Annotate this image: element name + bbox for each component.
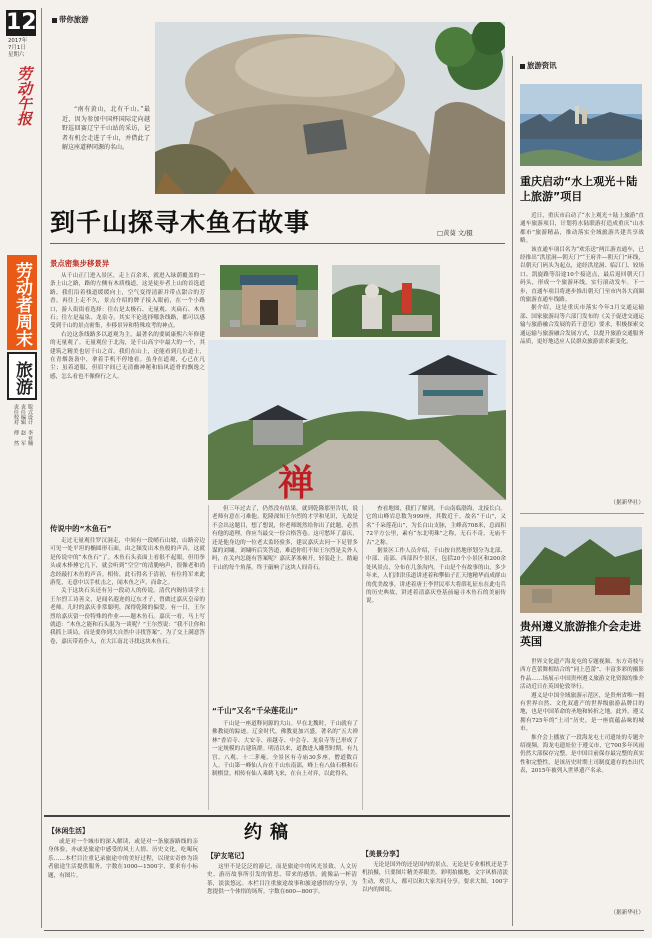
right-col-divider [512,56,513,926]
photo-gate [220,265,318,337]
box-travel-notes: 【驴友笔记】 这里不是泛泛的游记，而是旅途中的风光景致、人文历史、游历故事所引发的情思、带来的感悟。就像品一杯清茶，淡淡悠远。本栏目注重旅途故事和旅途感悟的分享，为您提供一个体悟的场所。字数在600—800字。 [207,852,357,896]
issue-date: 2017年 7月1日 星期六 [8,38,28,59]
article-col2: 但三年过去了，仍然没有结果，就到乾隆那里告状，说老师有意在刁难他。乾隆深知王尔烈的才学和见识，无故是不会出这题目，想了想说，你老师既然给你出了此题，必然有他的道理，你应当最交一份合格答卷。这可愁坏了嘉庆，还是他身边的一位老太监经验多，建议嘉庆去问一下足智多谋的刘墉。刘墉听后笑答道，难道你们不知王尔烈是关外人吗，在关内怎能有答案呢？嘉庆茅塞顿开，轻装赴上，踏遍千山的每个角落，终于敲响了这块人间奇石。 [212,506,358,571]
bottom-rule [44,815,510,817]
article-col3: 查看地图，我们了解到，千山南临渤海，北接长白。它的山峰岩总数为999座，其数近千，故名“千山”，又名“千朵莲花山”，为长白山支脉，主峰高708米，总面积72平方公里，素有“东北明珠”之称，无石不奇，无庙不古”之称。 据景区工作人员介绍，千山按自然地形划分为北部、中部、南部、西部四个景区，包括20个小景区和200余处风景点，分布在几条沟内。千山是个有故事的山，多少年来，人们津津乐道讲述着和攀仙子汇天地精华而成群山的优美故事，讲述着唐王李世民率大将薛礼征东在此屯兵的历史典故，讲述着清嘉庆登基前遍寻木鱼石的美丽传说。 [366,506,506,605]
square-bullet-icon [520,64,525,69]
article-col2-b: 千山是一座道释同源的大山。早在北魏时，千山就有了佛教徒的踪迹。辽金时代，佛教更加兴盛，著名的“五大禅林”香岩寺、大安寺、祖越寺、中会寺、龙泉寺等已形成了一定规模的古建筑群。明清以来，道教进入雕塑时期，有九宫、八观、十二茅庵。全景区有寺庙30多座，僧道数百人。千山第一峰仙人台在千山东南部，峰上有八仙石棋和石制棋盘。相传有仙人乘鹤飞来，在台上对弈，以此得名。 [212,721,358,778]
article-col1: 从千山正门进入景区，走上百余米，就进入绿荫覆盖的一条上山之路，路的左侧有木质栈道，这是徒步者上山的首选道路。我们沿着栈道缓缓向上，空气变得清新并带点甜合的芳香。再往上走不久，景点介绍的牌子接入眼前，在一个小路口，游人街街看选择：往右是太极石、无量观、夹扁石、木鱼石；往左是福泉、龙泉寺。其实不论选择哪条线路，都可以感受到千山的景点密集，步移景异和特殊攻考的神点。 右边这条线路多以道观为主，最著名的要属康熙六年修建的无量观了。无量观位于北沟，是千山高宇中最大的一个，其建筑之精美也居千山之首。我们在山上，还能看到几位道士，在青烟袅袅中，拿着手机不停地看。虽身在道观，心已在凡尘；虽着道服，但眉宇间已无清幽神秘和仙风道骨的飘逸之感，怎么看也不像修行之人。 [50,273,205,380]
section-label-news: 旅游资讯 [520,60,557,71]
right-article-rule [520,513,644,514]
col-divider-1 [208,505,209,810]
paper-logo: 劳动午报 [15,66,33,126]
box-leisure: 【休闲生活】 或是对一个城市的深入解读，或是对一条旅游路线的亲身体验，亦或是旅途中感受的风土人情、历史文化，吃喝玩乐……本栏目注重记录旅途中的美好过程，以现实奇妙为读者旅途生活提供服务，字数在1000—1500字，要求有小标题，有图片。 [48,827,198,879]
right-article1-title: 重庆启动“水上观光＋陆上旅游”项目 [520,175,638,203]
right-article2-body: 世界文化遗产海龙屯的专题视频、东方奇枝与西方芭蕾舞相结合的“同上芭蕾”、丰富多彩的摄影作品……场展示中国贵州遵义旅游文化资源的推介活动近日在英国伦敦举行。 遵义是中国全域旅游示范区，是贵州省唯一拥有世界自然、文化双遗产的世界级旅游品牌目的地，也是中国革命的圣地和转折之地。此外，遵义拥有725年的“土司”历史，是一座底蕴品味的城市。 推介会上播放了一段海龙屯土司遗址的专题介绍视频。海龙屯遗址位于遵义市，它700多年风雨仍然大部保存完整，是中国目前保存最完整的真实性和完整性，是该历史时期土司制度遗存的杰出代表，2015年被列入世界遗产名录。 [520,659,644,775]
subhead-scenic: 景点密集步移景异 [50,259,110,268]
section-label-tour: 带你旅游 [52,14,89,25]
right-article2-source: （据新华社） [610,910,644,916]
right-article2-title: 贵州遵义旅游推介会走进英国 [520,620,641,648]
left-strip-divider [41,8,42,928]
editor-credits: 版式设计 李亚楠 责任编辑 赵 军 责任校对 傅 然 [13,404,33,446]
bottom-title: 约稿 [244,822,296,843]
photo-statue [332,265,440,337]
subhead-lotus-mountain: “千山”又名“千朵莲花山” [212,706,298,715]
weekly-name: 劳动者周末 [7,255,37,350]
page-number: 12 [6,10,37,35]
hero-photo-rock [155,22,505,194]
box-scenery-share: 【美景分享】 无论是国外的还是国内的景点，无论是专业相机还是手机拍摄，只要图片精美养眼美、彩明拍摄地，文字风格清淡生动，欢引人，都可以和大家共同分享。要求大图、100字以内的图说。 [362,850,508,894]
photo-temple [208,340,506,500]
col-divider-2 [362,505,363,810]
page-number-box [6,10,36,36]
section-name: 旅游 [7,352,37,400]
main-title: 到千山探寻木鱼石故事 [50,208,311,237]
article-col1-b: 走过无量观往罗汉洞走，中间有一段峭石山坡，山路旁边可见一处平坦的椭圆形石面，由之频发出木鱼般的声音，这就是传说中的“木鱼石”了。木鱼石头表面上看很不起眼，但用拳头或木棒捶它几下，就会听到“空空”的清脆响声，很像老和尚念经敲打木鱼的声音。相传，此石得名于清初，有位将军来此游览，无意中以手杖击之，闻木鱼之声，而命之。 关于这块石头还有另一段动人的传说。清代内阁侍读学士王尔烈工诗善文，是闻名遐迩的辽东才子，曾做过嘉庆皇帝的老师。儿时的嘉庆非常聪明，深得乾隆的偏爱。有一日，王尔烈给嘉庆留一份特殊的作业——题木鱼石。嘉庆一看，马上写就道：“木鱼之能和石头混为一谈呢？”王尔烈说：“我不让你和我抓上谈局，而是要你到大自然中寻找答案”。为了交上满意答卷，嘉庆带着仆人，在大江南北寻找这块木鱼石。 [50,538,205,645]
svg-text:禅: 禅 [278,462,315,500]
right-article1-source: （据新华社） [610,500,644,506]
title-rule [50,243,505,244]
rock-illustration [155,22,505,194]
photo-chongqing [520,84,642,166]
square-bullet-icon [52,18,57,23]
bottom-edge-rule [44,930,644,931]
photo-zunyi [520,527,642,613]
subhead-muyu-stone: 传说中的“木鱼石” [50,524,112,533]
right-article1-body: 近日，重庆市启动了“水上观光＋陆上旅游”直通车旅游项目，计划将水陆联游打造成重庆“山水都市”旅游精品，推动落实全域旅游共建共享战略。 该直通车项目名为“欢乐送”两江游直通车，已经推出“洪崖洞—朝天门”“王府井—朝天门”环线，以朝天门码头为起点，途经洪崖洞、临江门、较场口、凯旋路等沿途10个接送点，最后返回朝天门码头，形成一个旅游环线，实行滚动发车。下一步，直通车项目将逐步推出朝天门至市内各大商圈的旅游直通车线路。 据介绍，这是重庆市落实今年3月交通运输部、国家旅游局等六部门发布的《关于促进交通运输与旅游融合发展的若干意见》要求，积极探索交通运输与旅游融合发展方式，以提升旅游交通服务品质，更好地适应人民群众旅游需求新变化。 [520,213,644,346]
intro-paragraph: “南有黄山，北有千山。”最近，因为参加中国杯国际定向越野巡回赛辽宁千山站的采访，记者有机会走进了千山，并借此了解这座道释同源的名山。 [62,106,150,152]
byline: □黄葵 文/摄 [437,229,473,237]
